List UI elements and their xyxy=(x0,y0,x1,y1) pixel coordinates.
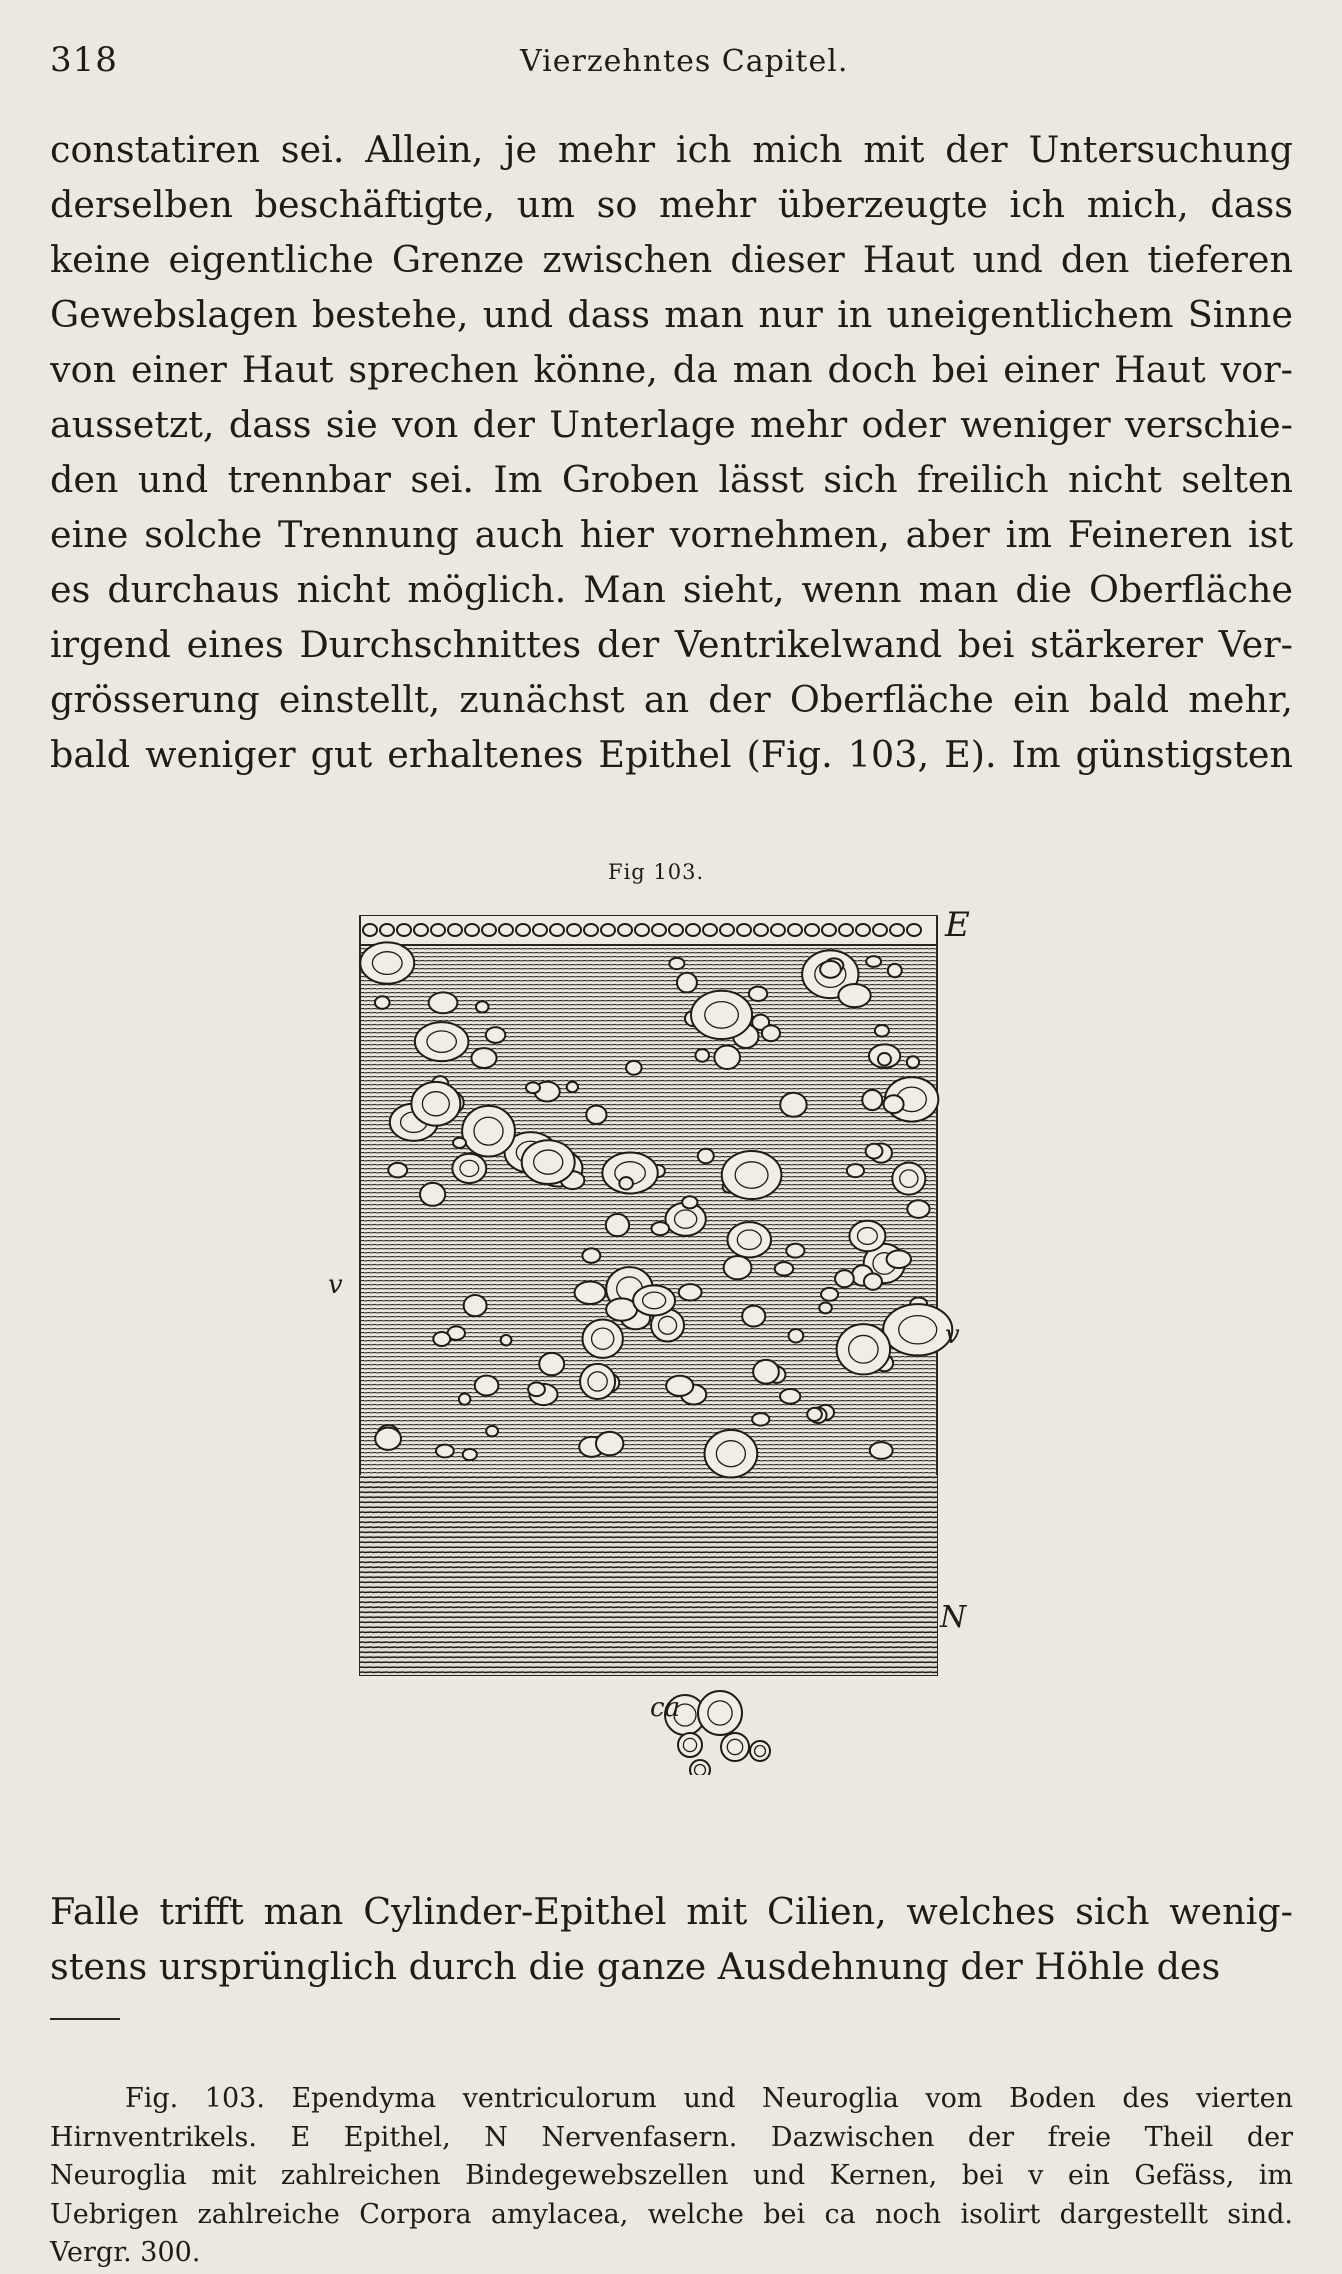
cell-nucleus xyxy=(788,924,802,936)
text-line: derselben beschäftigte, um so mehr überzeugte ich mich, dass xyxy=(50,183,1293,226)
caption-line: Vergr. 300. xyxy=(50,2237,201,2268)
cell-nucleus xyxy=(522,1140,575,1184)
cell-nucleus xyxy=(618,924,632,936)
isolated-corpora-amylacea xyxy=(665,1691,770,1775)
cell-nucleus xyxy=(789,1329,804,1342)
cell-nucleus xyxy=(822,924,836,936)
footnote-rule xyxy=(50,2018,120,2020)
cell-nucleus xyxy=(837,1324,890,1374)
cell-nucleus xyxy=(679,1284,702,1300)
cell-nucleus xyxy=(360,942,414,983)
cell-nucleus xyxy=(375,1428,401,1450)
histology-engraving xyxy=(340,915,1000,1775)
cell-nucleus xyxy=(567,1082,578,1092)
cell-nucleus xyxy=(721,1733,749,1761)
cell-nucleus xyxy=(890,924,904,936)
caption-line: Hirnventrikels. E Epithel, N Nervenfasern. Dazwischen der freie Theil der xyxy=(50,2121,1293,2153)
body-paragraph-1 xyxy=(50,122,1293,782)
cell-nucleus xyxy=(486,1027,505,1043)
cell-nucleus xyxy=(862,1090,882,1110)
cell-nucleus xyxy=(464,1295,487,1316)
cell-nucleus xyxy=(499,924,513,936)
cell-nucleus xyxy=(720,924,734,936)
cell-nucleus xyxy=(887,1250,911,1268)
cell-nucleus xyxy=(501,1335,512,1345)
cell-nucleus xyxy=(892,1163,925,1195)
cell-nucleus xyxy=(805,924,819,936)
cell-nucleus xyxy=(698,1149,714,1163)
cell-nucleus xyxy=(849,1221,885,1252)
cell-nucleus xyxy=(415,1022,469,1061)
cell-nucleus xyxy=(666,1376,693,1396)
cell-nucleus xyxy=(582,1248,600,1262)
cell-nucleus xyxy=(775,1262,793,1275)
cell-nucleus xyxy=(888,964,902,977)
cell-nucleus xyxy=(873,924,887,936)
body-paragraph-2 xyxy=(50,1884,1293,1994)
cell-nucleus xyxy=(436,1445,454,1458)
cell-nucleus xyxy=(698,1691,742,1735)
cell-nucleus xyxy=(847,1164,864,1177)
cell-nucleus xyxy=(838,984,870,1007)
cell-nucleus xyxy=(463,1449,477,1460)
cell-nucleus xyxy=(864,1274,882,1290)
cell-nucleus xyxy=(626,1061,641,1075)
cell-nucleus xyxy=(431,924,445,936)
cell-nucleus xyxy=(856,924,870,936)
caption-line: Uebrigen zahlreiche Corpora amylacea, welche bei ca noch isolirt dargestellt sind. xyxy=(50,2198,1293,2230)
cell-nucleus xyxy=(669,924,683,936)
running-head: Vierzehntes Capitel. xyxy=(520,44,849,79)
text-line: constatiren sei. Allein, je mehr ich mich mit der Untersuchung xyxy=(50,128,1293,171)
cell-nucleus xyxy=(397,924,411,936)
cell-nucleus xyxy=(528,1383,545,1397)
cell-nucleus xyxy=(550,924,564,936)
cell-nucleus xyxy=(652,924,666,936)
text-line: bald weniger gut erhaltenes Epithel (Fig. 103, E). Im günstigsten xyxy=(50,733,1293,776)
cell-nucleus xyxy=(870,1442,893,1459)
cell-nucleus xyxy=(606,1214,629,1236)
cell-nucleus xyxy=(580,1364,615,1399)
cell-nucleus xyxy=(835,1270,854,1287)
cell-nucleus xyxy=(651,1222,669,1235)
text-line: irgend eines Durchschnittes der Ventrikelwand bei stärkerer Ver- xyxy=(50,623,1293,666)
cell-nucleus xyxy=(584,924,598,936)
cell-nucleus xyxy=(452,1154,486,1183)
figure-caption xyxy=(50,2080,1293,2273)
text-line: keine eigentliche Grenze zwischen dieser Haut und den tieferen xyxy=(50,238,1293,281)
cell-nucleus xyxy=(907,1056,919,1068)
cell-nucleus xyxy=(753,1360,779,1384)
cell-nucleus xyxy=(780,1389,800,1404)
cell-nucleus xyxy=(476,1001,489,1012)
text-line: den und trennbar sei. Im Groben lässt sich freilich nicht selten xyxy=(50,458,1293,501)
text-line: grösserung einstellt, zunächst an der Oberfläche ein bald mehr, xyxy=(50,678,1293,721)
figure-letter-v-right: v xyxy=(945,1320,960,1350)
cell-nucleus xyxy=(363,924,377,936)
cell-nucleus xyxy=(875,1025,889,1037)
figure-letter-e: E xyxy=(945,905,970,945)
cell-nucleus xyxy=(819,1303,832,1314)
cell-nucleus xyxy=(839,924,853,936)
cell-nucleus xyxy=(884,1095,904,1113)
cell-nucleus xyxy=(526,1082,540,1093)
cell-nucleus xyxy=(678,1733,702,1757)
cell-nucleus xyxy=(677,973,697,993)
cell-nucleus xyxy=(695,1049,709,1062)
cell-nucleus xyxy=(752,1413,769,1425)
figure-letter-v-left: v xyxy=(328,1270,343,1300)
cell-nucleus xyxy=(539,1353,564,1375)
cell-nucleus xyxy=(690,1760,710,1775)
cell-nucleus xyxy=(786,1244,804,1258)
cell-nucleus xyxy=(762,1025,780,1041)
cell-nucleus xyxy=(705,1430,758,1477)
cell-nucleus xyxy=(754,924,768,936)
cell-nucleus xyxy=(433,1332,450,1346)
figure-label: Fig 103. xyxy=(608,860,705,884)
cell-nucleus xyxy=(907,924,921,936)
text-line: aussetzt, dass sie von der Unterlage mehr oder weniger verschie- xyxy=(50,403,1293,446)
figure-letter-n: N xyxy=(940,1600,967,1635)
cell-nucleus xyxy=(486,1426,498,1437)
text-line: von einer Haut sprechen könne, da man doch bei einer Haut vor- xyxy=(50,348,1293,391)
cell-nucleus xyxy=(459,1394,470,1405)
cell-nucleus xyxy=(475,1376,499,1396)
cell-nucleus xyxy=(669,958,684,969)
caption-line: Fig. 103. Ependyma ventriculorum und Neuroglia vom Boden des vierten xyxy=(125,2083,1293,2114)
text-line: Gewebslagen bestehe, und dass man nur in uneigentlichem Sinne xyxy=(50,293,1293,336)
cell-nucleus xyxy=(866,956,881,967)
cell-nucleus xyxy=(567,924,581,936)
cell-nucleus xyxy=(742,1306,765,1327)
cell-nucleus xyxy=(780,1093,806,1117)
cell-nucleus xyxy=(771,924,785,936)
cell-nucleus xyxy=(375,996,390,1009)
cell-nucleus xyxy=(703,924,717,936)
cell-nucleus xyxy=(691,991,752,1039)
cell-nucleus xyxy=(448,924,462,936)
cell-nucleus xyxy=(737,924,751,936)
cell-nucleus xyxy=(533,924,547,936)
cell-nucleus xyxy=(907,1200,929,1218)
cell-nucleus xyxy=(682,1196,697,1208)
cell-nucleus xyxy=(388,1163,407,1177)
figure-103-illustration xyxy=(328,905,1000,1775)
cell-nucleus xyxy=(878,1053,891,1065)
cell-nucleus xyxy=(411,1082,460,1126)
cell-nucleus xyxy=(471,1048,496,1068)
cell-nucleus xyxy=(420,1183,445,1206)
cell-nucleus xyxy=(462,1106,515,1157)
text-line: stens ursprünglich durch die ganze Ausdehnung der Höhle des xyxy=(50,1945,1221,1988)
cell-nucleus xyxy=(633,1285,675,1315)
cell-nucleus xyxy=(724,1256,752,1279)
cell-nucleus xyxy=(866,1144,883,1159)
text-line: eine solche Trennung auch hier vornehmen, aber im Feineren ist xyxy=(50,513,1293,556)
cell-nucleus xyxy=(465,924,479,936)
cell-nucleus xyxy=(727,1222,771,1257)
cell-nucleus xyxy=(821,1288,838,1301)
cell-nucleus xyxy=(575,1282,606,1304)
cell-nucleus xyxy=(516,924,530,936)
text-line: es durchaus nicht möglich. Man sieht, wenn man die Oberfläche xyxy=(50,568,1293,611)
figure-letter-ca: ca xyxy=(650,1693,681,1723)
cell-nucleus xyxy=(686,924,700,936)
cell-nucleus xyxy=(722,1151,782,1199)
cell-nucleus xyxy=(635,924,649,936)
cell-nucleus xyxy=(414,924,428,936)
cell-nucleus xyxy=(749,987,767,1001)
caption-line: Neuroglia mit zahlreichen Bindegewebszellen und Kernen, bei v ein Gefäss, im xyxy=(50,2160,1293,2191)
cell-nucleus xyxy=(619,1177,633,1189)
cell-nucleus xyxy=(596,1432,623,1455)
cell-nucleus xyxy=(582,1320,622,1358)
page-number: 318 xyxy=(50,40,118,80)
text-line: Falle trifft man Cylinder-Epithel mit Cilien, welches sich wenig- xyxy=(50,1890,1293,1933)
cell-nucleus xyxy=(601,924,615,936)
cell-nucleus xyxy=(482,924,496,936)
cell-nucleus xyxy=(453,1138,466,1148)
cell-nucleus xyxy=(380,924,394,936)
cell-nucleus xyxy=(586,1106,606,1124)
cell-nucleus xyxy=(883,1304,952,1355)
cell-nucleus xyxy=(429,992,458,1013)
cell-nucleus xyxy=(714,1046,740,1069)
cell-nucleus xyxy=(807,1408,822,1421)
cell-nucleus xyxy=(750,1741,770,1761)
cell-nucleus xyxy=(820,961,841,978)
